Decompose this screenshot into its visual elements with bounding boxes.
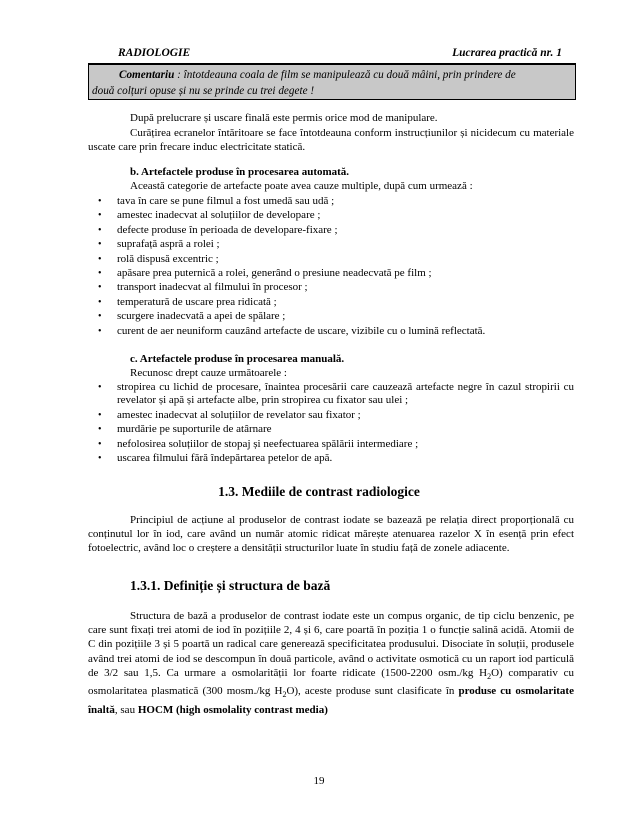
para2-body: Principiul de acțiune al produselor de contrast iodate se bazează pe relația direct proporțională cu conținutul lor în iod, care având un număr atomic ridicat mărește atenuarea razelor X în esență prin efect fotoelectric, având loc o creștere a densității structurilor luate în studiu față de zonele adiacente. [88, 514, 574, 555]
bullet-icon: • [98, 268, 102, 279]
bullet-icon: • [98, 438, 102, 450]
page-number: 19 [313, 775, 325, 787]
list-item: defecte produse în perioada de developare-fixare ; [117, 223, 338, 236]
bullet-icon: • [98, 282, 102, 294]
para1-text [88, 126, 574, 154]
bullet-icon: • [98, 453, 102, 465]
header-left: RADIOLOGIE [118, 47, 191, 59]
bullet-icon: • [98, 325, 102, 337]
list-item: scurgere inadecvată a apei de spălare ; [117, 310, 286, 323]
para3-part3: O), aceste produse sunt clasificate în [286, 685, 459, 698]
bullet-icon: • [98, 424, 102, 436]
comment-text-1: : întotdeauna coala de film se manipulează cu două mâini, prin prindere de [174, 69, 516, 81]
para3-sub2: 2 [282, 690, 287, 700]
page-header [88, 47, 576, 61]
list-item: curent de aer neuniform cauzând artefacte de uscare, vizibile cu o lumină reflectată. [117, 324, 486, 337]
list-item: suprafață aspră a rolei ; [117, 238, 220, 251]
list-item: transport inadecvat al filmului în procesor ; [117, 281, 308, 294]
section-c-item-1: stropirea cu lichid de procesare, înaintea procesării care cauzează artefacte negre în cazul stropirii cu revelator și apă și artefacte albe, prin stropirea cu fixator sau ulei ; [117, 381, 574, 406]
para3 [88, 609, 574, 717]
list-item: amestec inadecvat al soluțiilor de revelator sau fixator ; [117, 409, 361, 421]
para2 [88, 513, 574, 556]
list-item: apăsare prea puternică a rolei, generând o presiune neadecvată pe film ; [117, 267, 432, 279]
list-item: rolă dispusă excentric ; [117, 252, 219, 265]
section-c-intro: Recunosc drept cauze următoarele : [130, 367, 287, 379]
list-item: amestec inadecvat al soluțiilor de developare ; [117, 209, 321, 222]
comment-line-1 [119, 69, 571, 81]
section-b-title: b. Artefactele produse în procesarea automată. [130, 166, 350, 178]
para3-part1: Structura de bază a produselor de contrast iodate este un compus organic, de tip ciclu benzenic, pe care sunt fixați trei atomi de iod în pozițiile 2, 4 și 6, care poartă în poziția 1 o funcție salină acidă. Atomii de C din pozițiile 3 și 5 poartă un radical care generează specificitatea produsului. Disociate în soluții, produsele având trei atomi de iod se descompun în două particole, având o activitate osmotică cu un raport iod particulă de 3/2 sau 1,5. Ca urmare a osmolarității lor foarte ridicate (1500-2200 osm./kg H [88, 610, 574, 679]
section-b-intro: Această categorie de artefacte poate avea cauze multiple, după cum urmează : [130, 180, 473, 192]
comment-label: Comentariu [119, 69, 175, 81]
para3-part4: , sau [114, 703, 138, 716]
bullet-icon: • [98, 410, 102, 421]
list-item: temperatură de uscare prea ridicată ; [117, 295, 277, 308]
bullet-icon: • [98, 196, 102, 207]
bullet-icon: • [98, 239, 102, 251]
list-item: nefolosirea soluțiilor de stopaj și neefectuarea spălării intermediare ; [117, 437, 419, 450]
list-item: uscarea filmului fără îndepărtarea petelor de apă. [117, 452, 333, 465]
list-item: tava în care se pune filmul a fost umedă sau udă ; [117, 195, 335, 207]
comment-line-2: două colțuri opuse și nu se prinde cu trei degete ! [92, 85, 315, 97]
bullet-icon: • [98, 296, 102, 308]
heading-1-3: 1.3. Mediile de contrast radiologice [218, 484, 420, 499]
para3-bold2: HOCM (high osmolality contrast media) [137, 703, 328, 716]
bullet-icon: • [98, 382, 102, 393]
list-item: murdărie pe suporturile de atârnare [117, 423, 272, 436]
bullet-icon: • [98, 253, 102, 265]
para1-line1: După prelucrare și uscare finală este permis orice mod de manipulare. [130, 112, 438, 124]
comment-box [88, 63, 576, 100]
section-c-title: c. Artefactele produse în procesarea manuală. [130, 353, 345, 365]
para1-body: Curățirea ecranelor întăritoare se face întotdeauna conform instrucțiunilor și nicidecum cu materiale uscate care prin frecare induc electricitate statică. [88, 127, 574, 154]
para3-part2: O) comparativ cu osmolaritatea plasmatică (300 mosm./kg H [88, 666, 575, 698]
para3-bold1: produse cu osmolaritate înaltă [88, 685, 574, 716]
bullet-icon: • [98, 224, 102, 236]
heading-1-3-1: 1.3.1. Definiție și structura de bază [130, 578, 331, 593]
header-right: Lucrarea practică nr. 1 [452, 47, 562, 59]
para3-sub1: 2 [487, 672, 492, 681]
bullet-icon: • [98, 210, 102, 222]
bullet-icon: • [98, 311, 102, 323]
